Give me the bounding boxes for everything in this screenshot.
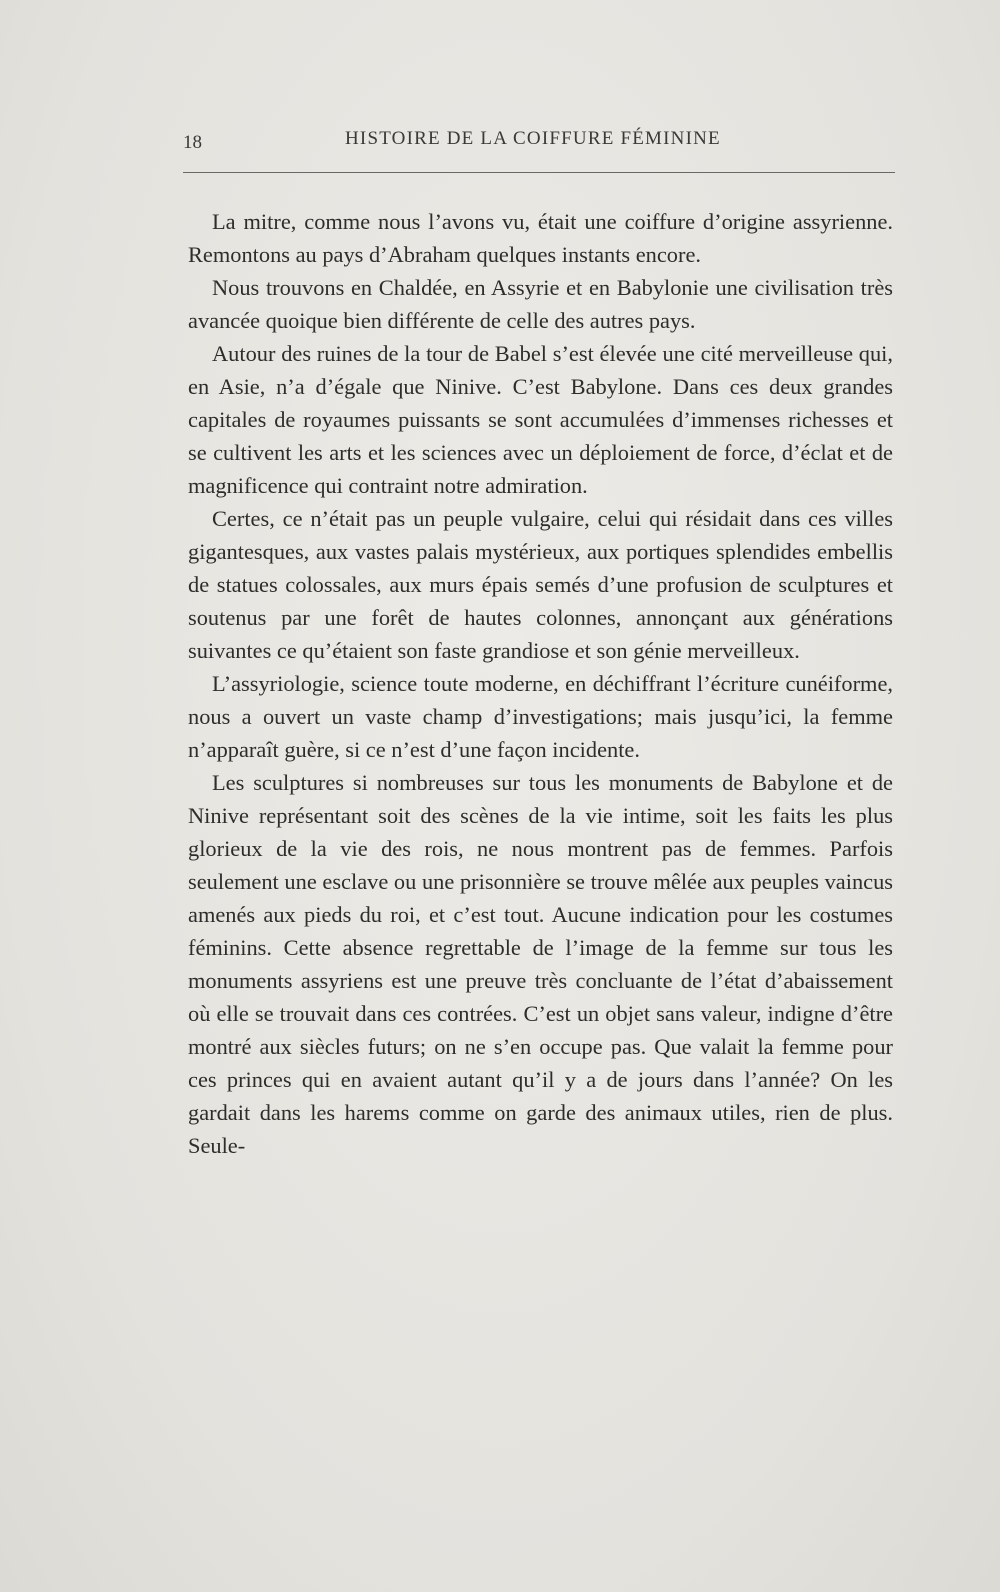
paragraph: La mitre, comme nous l’avons vu, était une coiffure d’origine assyrienne. Remontons au pays d’Abraham quelques instants encore.	[188, 209, 893, 267]
paragraph: L’assyriologie, science toute moderne, en déchiffrant l’écriture cunéiforme, nous a ouvert un vaste champ d’investigations; mais jusqu’ici, la femme n’apparaît guère, si ce n’est d’une façon incidente.	[188, 671, 893, 762]
paragraph: Nous trouvons en Chaldée, en Assyrie et en Babylonie une civilisation très avancée quoique bien différente de celle des autres pays.	[188, 275, 893, 333]
body-text	[188, 205, 893, 1162]
running-head: HISTOIRE DE LA COIFFURE FÉMININE	[345, 128, 721, 149]
paragraph: Certes, ce n’était pas un peuple vulgaire, celui qui résidait dans ces villes gigantesques, aux vastes palais mystérieux, aux portiques splendides embellis de statues colossales, aux murs épais semés d’une profusion de sculptures et soutenus par une forêt de hautes colonnes, annonçant aux générations suivantes ce qu’étaient son faste grandiose et son génie merveilleux.	[188, 506, 893, 663]
paragraph: Les sculptures si nombreuses sur tous les monuments de Babylone et de Ninive représentant soit des scènes de la vie intime, soit les faits les plus glorieux de la vie des rois, ne nous montrent pas de femmes. Parfois seulement une esclave ou une prisonnière se trouve mêlée aux peuples vaincus amenés aux pieds du roi, et c’est tout. Aucune indication pour les costumes féminins. Cette absence regrettable de l’image de la femme sur tous les monuments assyriens est une preuve très concluante de l’état d’abaissement où elle se trouvait dans ces contrées. C’est un objet sans valeur, indigne d’être montré aux siècles futurs; on ne s’en occupe pas. Que valait la femme pour ces princes qui en avaient autant qu’il y a de jours dans l’année? On les gardait dans les harems comme on garde des animaux utiles, rien de plus. Seule-	[188, 770, 893, 1158]
paragraph: Autour des ruines de la tour de Babel s’est élevée une cité merveilleuse qui, en Asie, n’a d’égale que Ninive. C’est Babylone. Dans ces deux grandes capitales de royaumes puissants se sont accumulées d’immenses richesses et se cultivent les arts et les sciences avec un déploiement de force, d’éclat et de magnificence qui contraint notre admiration.	[188, 341, 893, 498]
page-header	[183, 128, 895, 158]
page-number: 18	[183, 132, 202, 153]
header-rule	[183, 172, 895, 173]
